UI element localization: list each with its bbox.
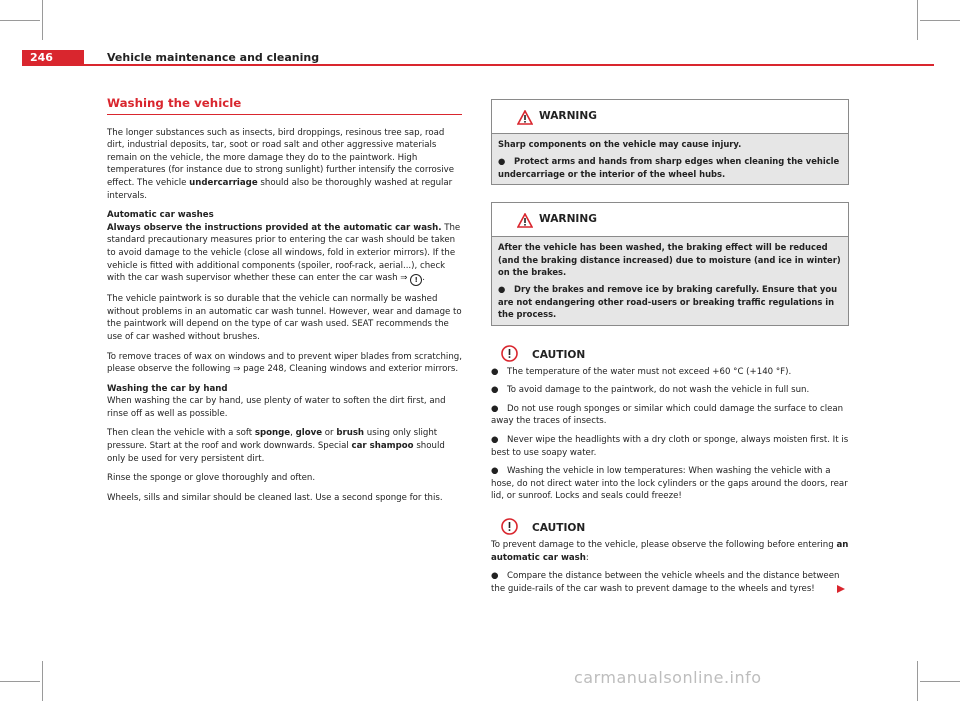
caution-block: [491, 517, 849, 595]
clean-bold-sponge: sponge: [254, 428, 291, 439]
clean-text: Then clean the vehicle with a soft: [107, 428, 255, 439]
crop-mark: [920, 20, 960, 21]
caution-ref-icon[interactable]: !: [410, 274, 422, 286]
left-column: [107, 97, 462, 511]
bullet-icon: ●: [491, 385, 499, 396]
warning-bullet: [498, 155, 842, 180]
caution-header: [491, 344, 849, 366]
bullet-icon: ●: [491, 571, 499, 582]
intro-paragraph: [107, 127, 462, 203]
crop-mark: [917, 0, 918, 40]
clean-paragraph: [107, 427, 462, 465]
caution-icon: [501, 518, 518, 535]
crop-mark: [0, 20, 40, 21]
crop-mark: [42, 661, 43, 701]
caution-item: [491, 403, 849, 428]
clean-text-mid: using only slight pressure. Start at the roof and work downwards. Special: [107, 428, 438, 452]
watermark: carmanualsonline.info: [574, 668, 762, 687]
warning-label: WARNING: [539, 110, 597, 122]
caution-item: [491, 465, 849, 503]
clean-bold-glove: glove: [295, 428, 323, 439]
caution-item-text: The temperature of the water must not exceed +60 °C (+140 °F).: [507, 366, 792, 377]
caution-intro-bold: an automatic car wash: [491, 540, 849, 563]
bullet-icon: ●: [491, 435, 499, 446]
hand-paragraph: When washing the car by hand, use plenty of water to soften the dirt first, and rinse off as well as possible.: [107, 396, 446, 419]
caution-item: [491, 434, 849, 459]
warning-body: [492, 134, 848, 184]
paint-paragraph: The vehicle paintwork is so durable that the vehicle can normally be washed without problems in an automatic car wash tunnel. However, wear and damage to the paintwork will depend on the type of car wash used. SEAT recommends the use of car washed without brushes.: [107, 294, 462, 342]
warning-triangle-icon: [517, 110, 533, 125]
caution-item-text: Do not use rough sponges or similar which could damage the surface to clean away the traces of insects.: [491, 403, 844, 427]
clean-text-end: should only be used for very persistent dirt.: [107, 441, 445, 464]
bullet-icon: ●: [498, 156, 506, 167]
crop-mark: [917, 661, 918, 701]
caution-intro-text: To prevent damage to the vehicle, please observe the following before entering: [491, 540, 837, 550]
caution-intro: [491, 539, 849, 564]
warning-box: [491, 99, 849, 185]
intro-text-end: should also be thoroughly washed at regular intervals.: [107, 177, 453, 201]
auto-bold: Always observe the instructions provided at the automatic car wash.: [107, 222, 442, 233]
page-title: Vehicle maintenance and cleaning: [107, 51, 320, 64]
caution-label: CAUTION: [532, 348, 586, 361]
caution-item: [491, 366, 849, 379]
caution-item-text: Compare the distance between the vehicle wheels and the distance between the guide-rails of the car wash to prevent damage to the wheels and tyres!: [491, 571, 840, 594]
intro-text: The longer substances such as insects, bird droppings, resinous tree sap, road dirt, industrial deposits, tar, soot or road salt and other aggressive materials remain on the vehicle, the more damage they do to the paintwork. High temperatures (for instance due to strong sunlight) further intensify the corrosive effect. The vehicle: [107, 127, 455, 188]
warning-box: [491, 202, 849, 325]
warning-header: [492, 203, 848, 237]
warning-bullet-text: Dry the brakes and remove ice by braking carefully. Ensure that you are not endangering other road-users or breaking traffic regulations in the process.: [498, 284, 838, 320]
crop-mark: [42, 0, 43, 40]
caution-item-text: Never wipe the headlights with a dry cloth or sponge, always moisten first. It is best to use soapy water.: [491, 435, 849, 458]
warning-text: Sharp components on the vehicle may cause injury.: [498, 139, 742, 149]
hand-heading: Washing the car by hand: [107, 383, 228, 394]
crop-mark: [920, 681, 960, 682]
clean-sep: or: [322, 428, 337, 439]
clean-bold-shampoo: car shampoo: [351, 441, 414, 452]
caution-intro-end: :: [585, 552, 589, 563]
bullet-icon: ●: [491, 403, 499, 414]
bullet-icon: ●: [498, 284, 506, 295]
caution-header: [491, 517, 849, 539]
crop-mark: [0, 681, 40, 682]
caution-item-text: To avoid damage to the paintwork, do not wash the vehicle in full sun.: [507, 385, 810, 396]
bullet-icon: ●: [491, 366, 499, 377]
auto-end: .: [422, 273, 425, 284]
warning-header: [492, 100, 848, 134]
clean-bold-brush: brush: [336, 428, 365, 439]
caution-item: [491, 570, 849, 595]
rinse-paragraph: Rinse the sponge or glove thoroughly and often.: [107, 473, 316, 484]
page-number: 246: [22, 50, 84, 66]
header-rule: [84, 64, 934, 66]
warning-triangle-icon: [517, 213, 533, 228]
warning-bullet-text: Protect arms and hands from sharp edges when cleaning the vehicle undercarriage or the interior of the wheel hubs.: [498, 156, 840, 179]
warning-bullet: [498, 283, 842, 320]
intro-bold: undercarriage: [189, 177, 258, 188]
clean-sep: ,: [290, 428, 296, 439]
caution-block: [491, 344, 849, 503]
warning-label: WARNING: [539, 213, 597, 226]
section-title: Washing the vehicle: [107, 97, 462, 115]
wheels-paragraph: Wheels, sills and similar should be cleaned last. Use a second sponge for this.: [107, 492, 443, 503]
right-column: [491, 97, 849, 601]
caution-icon: [501, 345, 518, 362]
caution-item: [491, 384, 849, 397]
auto-paragraph: [107, 222, 462, 286]
auto-heading: Automatic car washes: [107, 210, 214, 221]
caution-label: CAUTION: [532, 522, 586, 534]
bullet-icon: ●: [491, 466, 499, 477]
auto-text: The standard precautionary measures prior to entering the car wash should be taken to avoid damage to the vehicle (close all windows, fold in exterior mirrors). If the vehicle is fitted with additional components (spoiler, roof-rack, aerial...), check with the car wash supervisor whether these can enter the car wash ⇒: [107, 222, 461, 284]
warning-text: After the vehicle has been washed, the braking effect will be reduced (and the braking distance increased) due to moisture (and ice in winter) on the brakes.: [498, 242, 841, 278]
wax-paragraph: To remove traces of wax on windows and to prevent wiper blades from scratching, please observe the following ⇒ page 248, Cleaning windows and exterior mirrors.: [107, 351, 462, 375]
caution-item-text: Washing the vehicle in low temperatures: When washing the vehicle with a hose, do not direct water into the lock cylinders or the gaps around the doors, rear lid, or sunroof. Locks and seals could freeze!: [491, 466, 848, 502]
warning-body: [492, 237, 848, 324]
continue-arrow-icon: [836, 579, 846, 589]
